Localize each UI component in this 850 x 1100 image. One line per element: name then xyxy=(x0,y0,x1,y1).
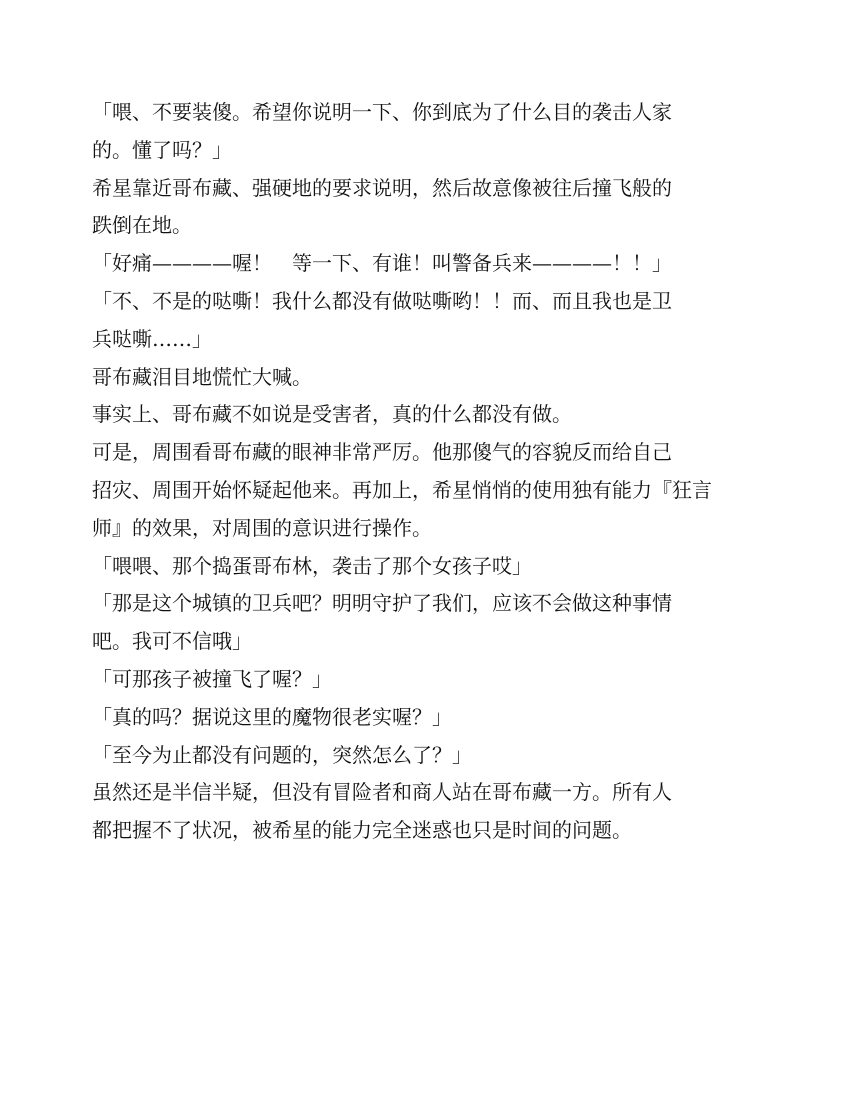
text-line: 哥布藏泪目地慌忙大喊。 xyxy=(92,364,312,389)
body-text xyxy=(92,94,712,850)
text-line: 「至今为止都没有问题的，突然怎么了？」 xyxy=(92,742,472,767)
text-line: 希星靠近哥布藏、强硬地的要求说明，然后故意像被往后撞飞般的 xyxy=(92,175,672,200)
text-line: 「那是这个城镇的卫兵吧？明明守护了我们，应该不会做这种事情 xyxy=(92,591,672,616)
text-line: 的。懂了吗？」 xyxy=(92,137,232,162)
text-line: 虽然还是半信半疑，但没有冒险者和商人站在哥布藏一方。所有人 xyxy=(92,780,672,805)
text-line: 都把握不了状况，被希星的能力完全迷惑也只是时间的问题。 xyxy=(92,818,632,843)
text-line: 「真的吗？据说这里的魔物很老实喔？」 xyxy=(92,704,452,729)
text-line: 「不、不是的哒嘶！我什么都没有做哒嘶哟！！而、而且我也是卫 xyxy=(92,288,672,313)
text-line: 吧。我可不信哦」 xyxy=(92,629,252,654)
text-line: 「好痛————喔！ 等一下、有谁！叫警备兵来————！！」 xyxy=(92,251,672,276)
text-line: 「可那孩子被撞飞了喔？」 xyxy=(92,666,332,691)
text-line: 师』的效果，对周围的意识进行操作。 xyxy=(92,515,432,540)
text-line: 招灾、周围开始怀疑起他来。再加上，希星悄悄的使用独有能力『狂言 xyxy=(92,477,712,502)
text-line: 事实上、哥布藏不如说是受害者，真的什么都没有做。 xyxy=(92,402,572,427)
text-line: 「喂、不要装傻。希望你说明一下、你到底为了什么目的袭击人家 xyxy=(92,100,672,124)
text-line: 「喂喂、那个捣蛋哥布林，袭击了那个女孩子哎」 xyxy=(92,553,532,578)
text-line: 兵哒嘶……」 xyxy=(92,326,212,351)
text-line: 跌倒在地。 xyxy=(92,213,192,238)
text-line: 可是，周围看哥布藏的眼神非常严厉。他那傻气的容貌反而给自己 xyxy=(92,440,672,465)
